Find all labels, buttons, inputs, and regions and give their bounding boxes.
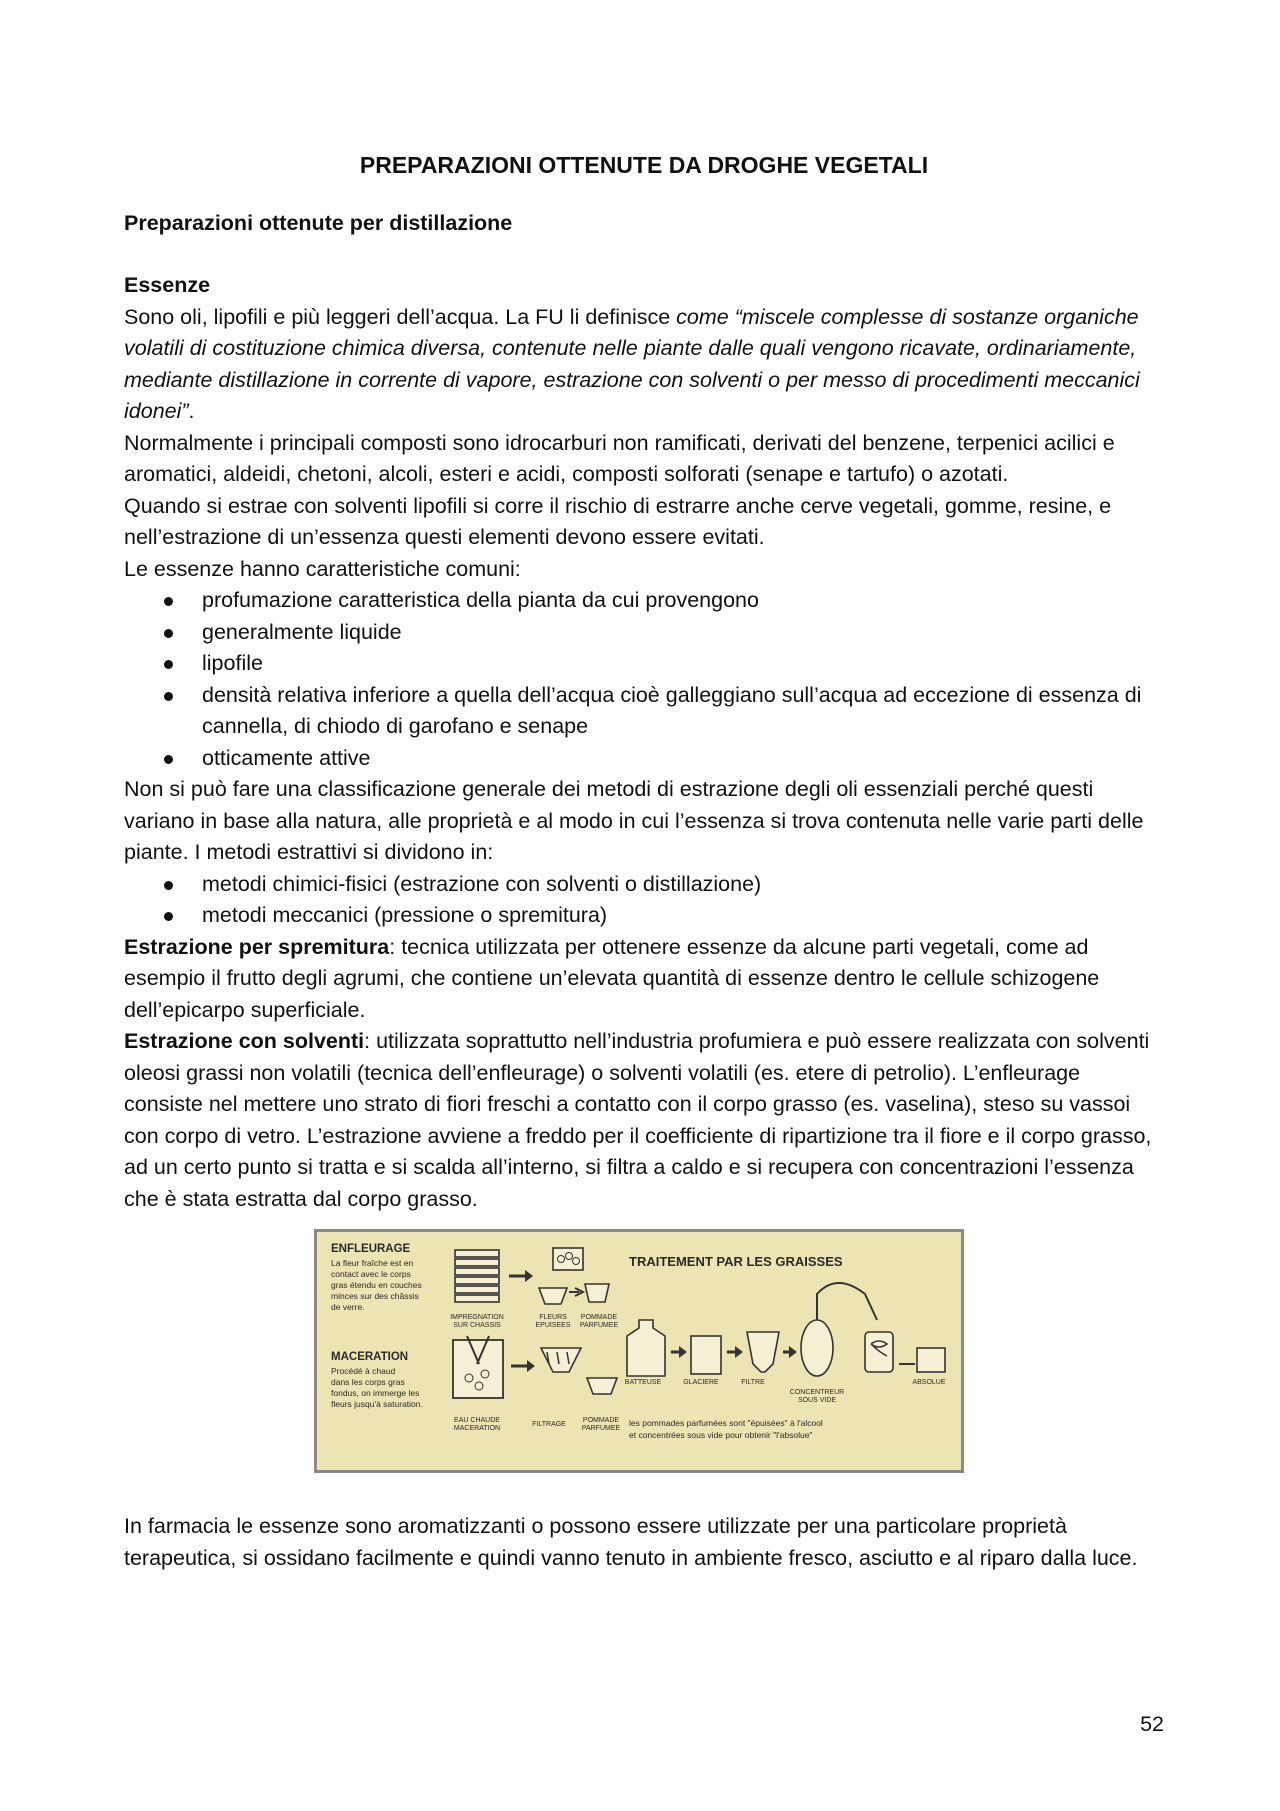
chassis-stack-icon [455,1250,499,1302]
spent-flowers-tray-icon [539,1288,567,1304]
enfleurage-desc-line: minces sur des châssis [331,1291,419,1301]
paragraph-definition [124,302,1164,428]
impregnation-label: SUR CHASSIS [453,1322,501,1329]
paragraph-characteristics-intro: Le essenze hanno caratteristiche comuni: [124,556,521,581]
paragraph-solvents: Quando si estrae con solventi lipofili si corre il rischio di estrarre anche cerve vegetali, gomme, resine, e nell’estrazione di un’essenza questi elementi devono essere evitati. [124,493,1112,549]
impregnation-label: IMPREGNATION [450,1314,504,1321]
pommade-label: POMMADE [580,1314,618,1321]
maceration-desc-line: Procédé à chaud [331,1366,396,1376]
enfleurage-desc-line: de verre. [331,1302,365,1312]
definition-intro: Sono oli, lipofili e più leggeri dell’acqua. La FU li definisce [124,304,677,329]
condenser-icon [865,1332,893,1372]
list-item: generalmente liquide [202,617,1164,649]
list-item: otticamente attive [202,743,1164,775]
section-heading: Preparazioni ottenute per distillazione [124,210,513,235]
batteuse-icon [627,1320,665,1376]
subsection-heading: Essenze [124,273,211,297]
paragraph-pharmacy: In farmacia le essenze sono aromatizzanti o possono essere utilizzate per una particolare proprietà terapeutica, si ossidano facilmente e quindi vanno tenuto in ambiente fresco, asciutto e al riparo dalla luce. [124,1514,1138,1570]
maceration-desc-line: fondus, on immerge les [331,1388,420,1398]
diagram-title: TRAITEMENT PAR LES GRAISSES [629,1254,843,1269]
filtre-icon [747,1332,779,1372]
enfleurage-desc-line: gras étendu en couches [331,1280,422,1290]
list-item: metodi meccanici (pressione o spremitura) [202,900,1164,932]
enfleurage-figure [314,1229,964,1473]
maceration-desc-line: dans les corps gras [331,1377,405,1387]
filtre-label: FILTRE [741,1379,765,1386]
arrow-icon [527,1360,535,1372]
characteristics-list [124,585,1164,774]
page-content [124,150,1164,1574]
list-item: densità relativa inferiore a quella dell’acqua cioè galleggiano sull’acqua ad eccezione di essenza di cannella, di chiodo di garofano e senape [202,680,1164,743]
concentreur-label: CONCENTREUR [789,1389,845,1396]
arrow-icon [679,1346,687,1358]
paragraph-solventi [124,1026,1164,1215]
definition-end: . [188,399,195,423]
enfleurage-title: ENFLEURAGE [331,1243,411,1255]
enfleurage-desc-line: La fleur fraîche est en [331,1258,414,1268]
page-number: 52 [1140,1712,1164,1736]
definition-quote: come “miscele complesse di sostanze organiche volatili di costituzione chimica diversa, contenute nelle piante dalle quali vengono ricavate, ordinariamente, mediante distillazione in corrente di vapore, estrazione con solventi o per messo di procedimenti meccanici idonei” [124,304,1140,423]
pommade-label: POMMADE [582,1417,620,1424]
maceration-vessel-icon [453,1340,503,1398]
absolue-label: ABSOLUE [912,1379,946,1386]
eau-chaude-label: EAU CHAUDE [454,1417,500,1424]
paragraph-composition: Normalmente i principali composti sono idrocarburi non ramificati, derivati del benzene, terpenici acilici e aromatici, aldeidi, chetoni, alcoli, esteri e acidi, composti solforati (senape e tartufo) o azotati. [124,430,1115,486]
pommade-pot-icon [587,1378,617,1394]
paragraph-spremitura [124,932,1164,1027]
spremitura-term: Estrazione per spremitura [124,934,390,959]
list-item: lipofile [202,648,1164,680]
concentreur-icon [801,1320,833,1376]
enfleurage-desc-line: contact avec le corps [331,1269,411,1279]
pommade-label: PARFUMEE [581,1425,621,1432]
batteuse-label: BATTEUSE [624,1379,662,1386]
absolue-pot-icon [917,1348,945,1372]
arrow-icon [735,1346,743,1358]
fleurs-label: FLEURS [539,1314,567,1321]
solventi-term: Estrazione con solventi [124,1029,365,1053]
diagram-caption: et concentrées sous vide pour obtenir "l'absolue" [629,1430,813,1440]
arrow-icon [525,1270,533,1282]
fleurs-label: EPUISEES [535,1322,571,1329]
paragraph-classification: Non si può fare una classificazione generale dei metodi di estrazione degli oli essenziali perché questi variano in base alla natura, alle proprietà e al modo in cui l’essenza si trova contenuta nelle varie parti delle piante. I metodi estrattivi si dividono in: [124,777,1144,864]
maceration-desc-line: fleurs jusqu'à saturation. [331,1399,423,1409]
filtrage-label: FILTRAGE [532,1421,566,1428]
condenser-tube-icon [817,1283,877,1320]
arrow-icon [569,1288,583,1296]
diagram-caption: les pommades parfumées sont "épuisées" à l'alcool [629,1418,823,1428]
concentreur-label: SOUS VIDE [797,1397,837,1404]
filter-funnel-icon [541,1348,581,1372]
pommade-pot-icon [585,1284,609,1302]
spremitura-text: : tecnica utilizzata per ottenere essenze da alcune parti vegetali, come ad esempio il frutto degli agrumi, che contiene un’elevata quantità di essenze dentro le cellule schizogene dell’epicarpo superficiale. [124,934,1100,1022]
page-title: PREPARAZIONI OTTENUTE DA DROGHE VEGETALI [359,152,929,178]
solventi-text: : utilizzata soprattutto nell’industria profumiera e può essere realizzata con solventi oleosi grassi non volatili (tecnica dell’enfleurage) o solventi volatili (es. etere di petrolio). L’enfleurage consiste nel mettere uno strato di fiori freschi a contatto con il corpo grasso (es. vaselina), steso su vassoi con corpo di vetro. L’estrazione avviene a freddo per il coefficiente di ripartizione tra il fiore e il corpo grasso, ad un certo punto si tratta e si scalda all’interno, si filtra a caldo e si recupera con concentrazioni l’essenza che è stata estratta dal corpo grasso. [124,1029,1152,1211]
enfleurage-diagram [317,1232,961,1470]
methods-list [124,869,1164,932]
maceration-title: MACERATION [331,1351,409,1363]
list-item: metodi chimici-fisici (estrazione con solventi o distillazione) [202,869,1164,901]
list-item: profumazione caratteristica della pianta da cui provengono [202,585,1164,617]
arrow-icon [789,1346,797,1358]
pommade-label: PARFUMEE [579,1322,619,1329]
glaciere-label: GLACIERE [683,1379,719,1386]
eau-chaude-label: MACERATION [453,1425,501,1432]
glaciere-icon [691,1336,721,1374]
